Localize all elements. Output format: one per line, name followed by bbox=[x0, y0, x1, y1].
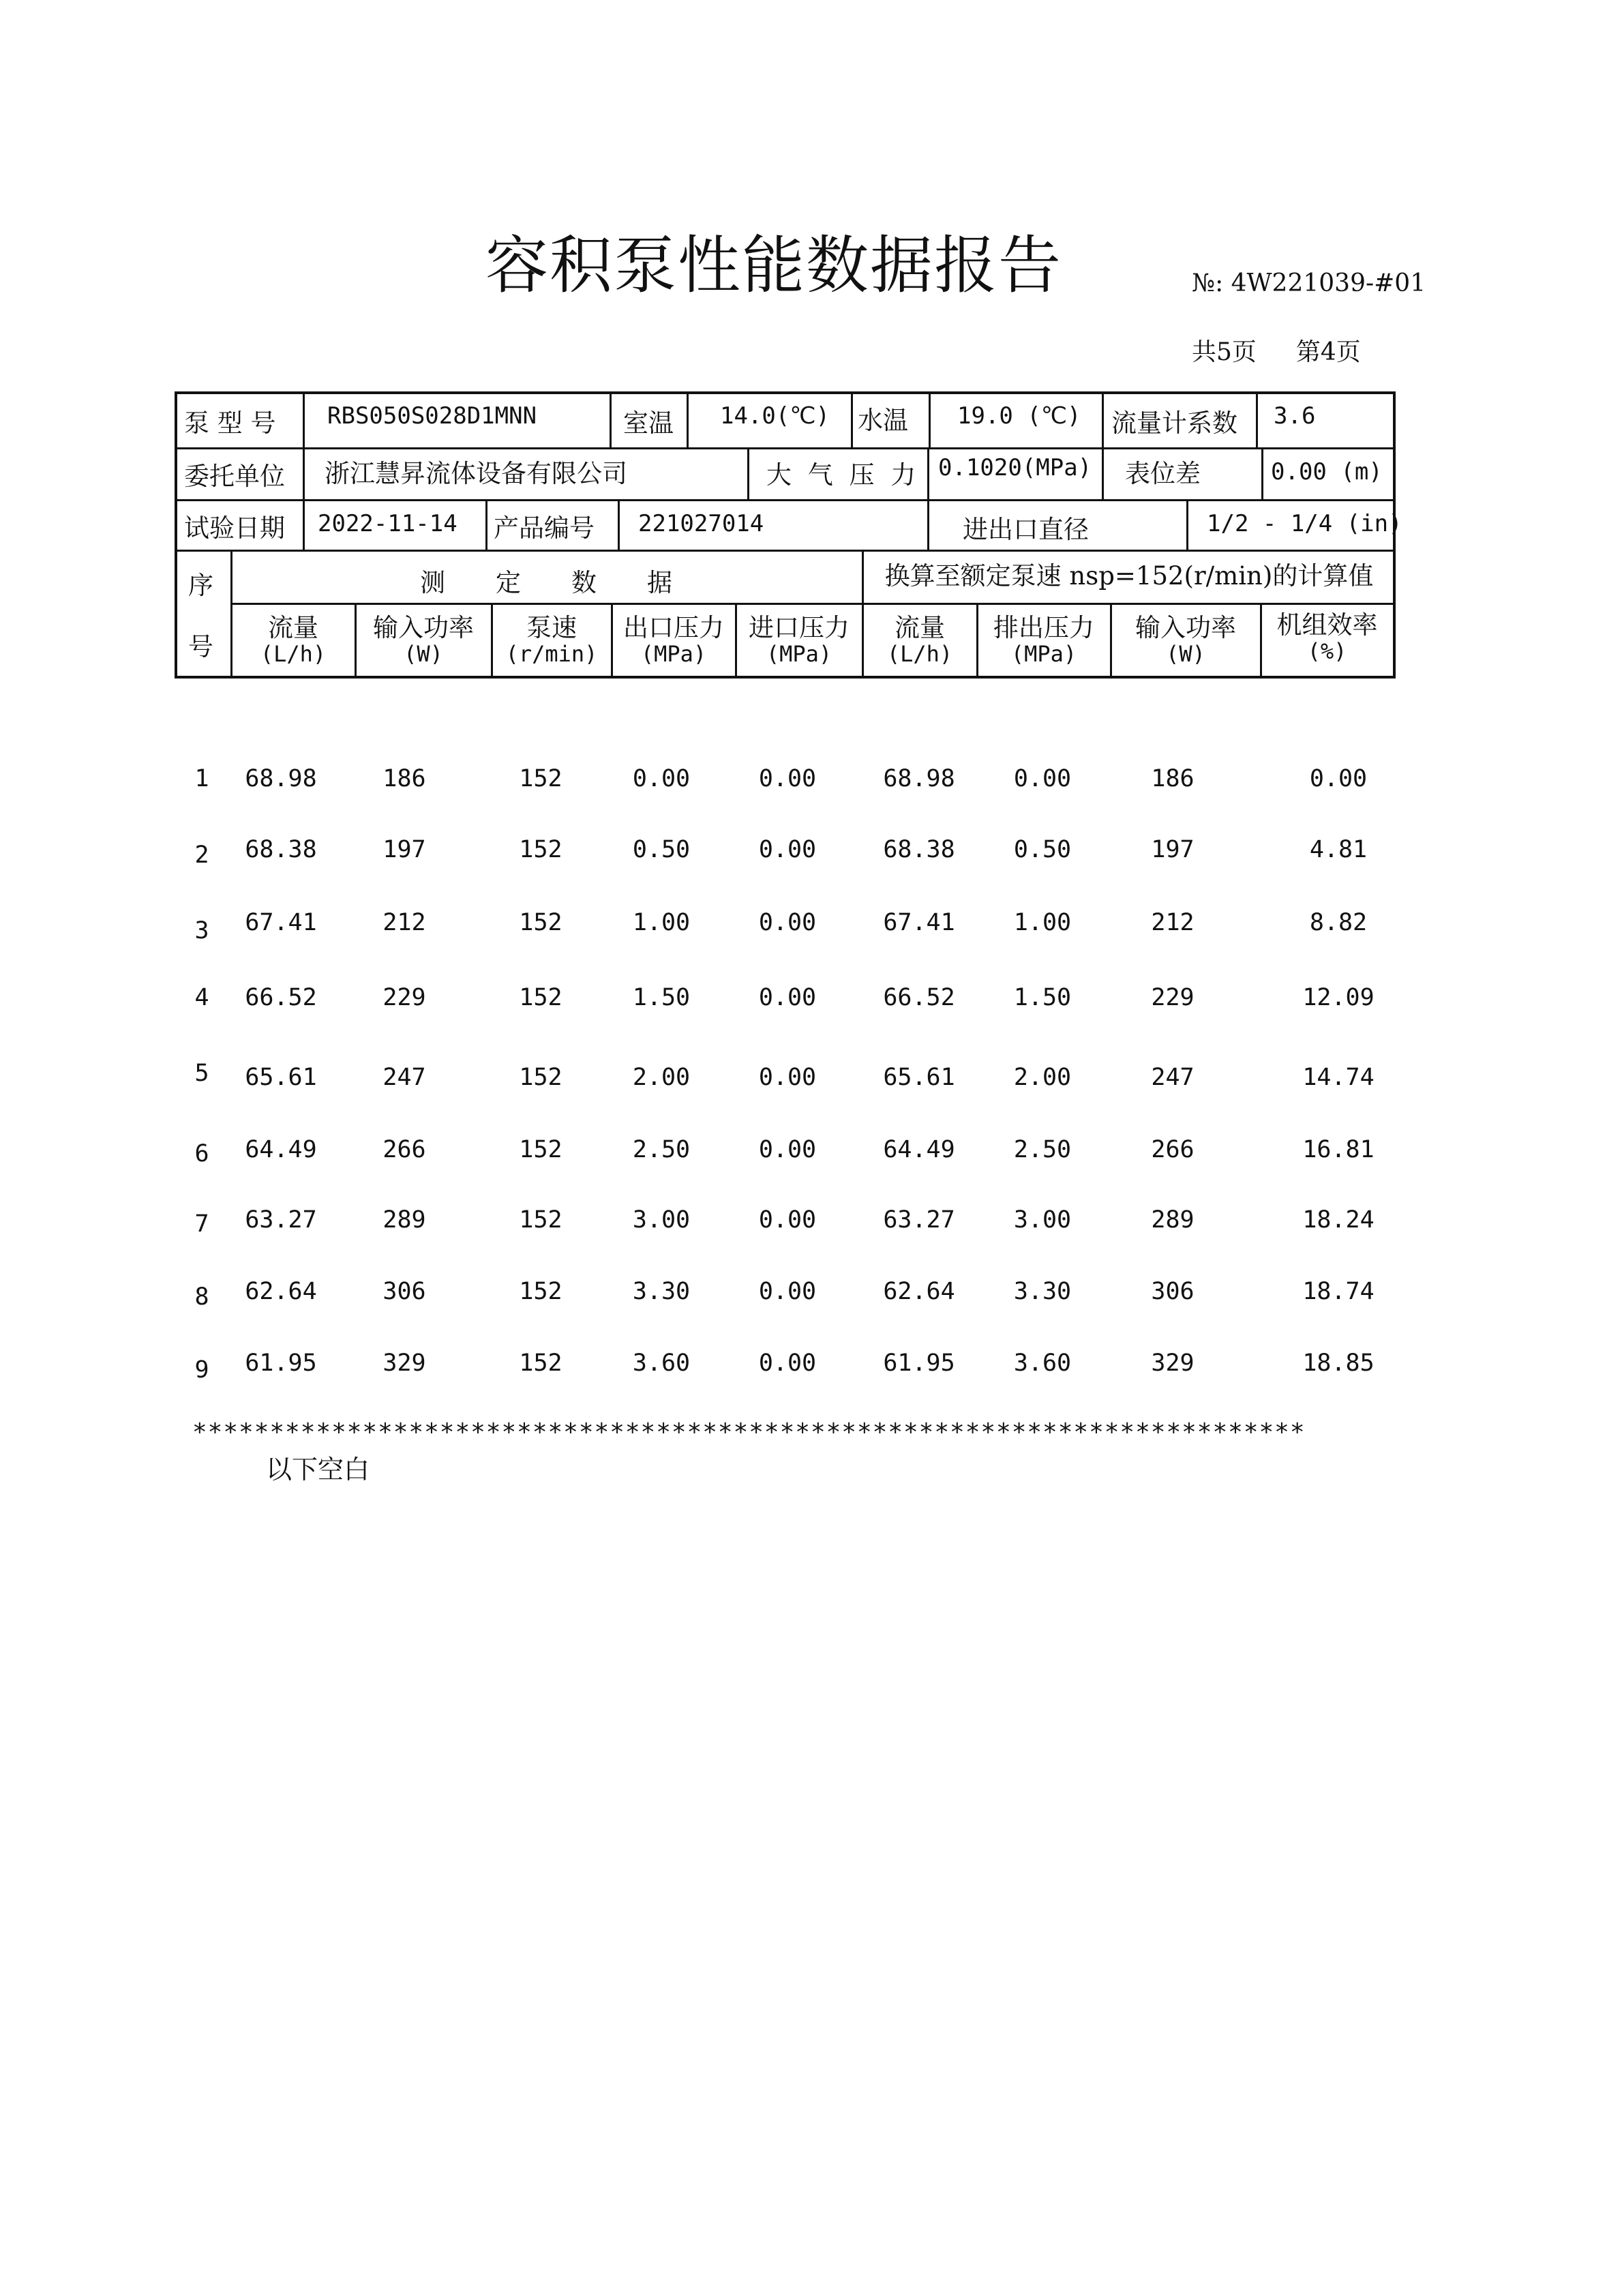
calc-power-col-header: 输入功率 bbox=[1135, 613, 1236, 642]
pump-model-label: 泵 型 号 bbox=[184, 408, 276, 438]
row-flow: 68.98 bbox=[245, 765, 317, 792]
row-inlet-pressure: 0.00 bbox=[758, 1064, 817, 1091]
row-divider bbox=[177, 550, 1393, 552]
table-row bbox=[0, 1136, 1622, 1170]
row-outlet-pressure: 3.00 bbox=[632, 1206, 691, 1234]
row-seq: 8 bbox=[194, 1283, 209, 1311]
product-no-label: 产品编号 bbox=[494, 513, 595, 543]
row-efficiency: 18.74 bbox=[1302, 1278, 1375, 1305]
info-table bbox=[175, 391, 1402, 679]
room-temp-value: 14.0(℃) bbox=[720, 402, 830, 430]
col-divider bbox=[610, 394, 612, 447]
row-efficiency: 0.00 bbox=[1309, 765, 1368, 792]
outlet-pressure-col-header: 出口压力 bbox=[623, 613, 724, 642]
seq-header-top: 序 bbox=[188, 571, 213, 600]
row-calc-power: 247 bbox=[1151, 1064, 1195, 1091]
col-divider bbox=[851, 394, 853, 447]
row-outlet-pressure: 1.00 bbox=[632, 909, 691, 936]
gauge-diff-label: 表位差 bbox=[1125, 459, 1201, 488]
row-seq: 5 bbox=[194, 1060, 209, 1087]
row-speed: 152 bbox=[519, 1064, 562, 1091]
water-temp-label: 水温 bbox=[858, 406, 908, 435]
row-efficiency: 14.74 bbox=[1302, 1064, 1375, 1091]
row-discharge-pressure: 0.00 bbox=[1013, 765, 1072, 792]
row-calc-flow: 62.64 bbox=[883, 1278, 955, 1305]
row-seq: 4 bbox=[194, 984, 209, 1011]
row-speed: 152 bbox=[519, 984, 562, 1011]
product-no-value: 221027014 bbox=[638, 510, 764, 537]
row-power: 266 bbox=[382, 1136, 426, 1163]
row-seq: 2 bbox=[194, 841, 209, 869]
row-seq: 1 bbox=[194, 765, 209, 792]
flow-col-unit: (L/h) bbox=[260, 641, 327, 667]
client-value: 浙江慧昇流体设备有限公司 bbox=[325, 459, 627, 488]
row-seq: 3 bbox=[194, 917, 209, 944]
row-speed: 152 bbox=[519, 909, 562, 936]
row-calc-flow: 68.38 bbox=[883, 836, 955, 863]
row-seq: 9 bbox=[194, 1356, 209, 1384]
row-calc-power: 306 bbox=[1151, 1278, 1195, 1305]
col-divider bbox=[1186, 499, 1188, 550]
table-row bbox=[0, 1206, 1622, 1240]
power-col-unit: (W) bbox=[404, 641, 443, 667]
row-flow: 67.41 bbox=[245, 909, 317, 936]
room-temp-label: 室温 bbox=[623, 408, 674, 438]
table-row bbox=[0, 909, 1622, 943]
row-calc-power: 229 bbox=[1151, 984, 1195, 1011]
col-divider bbox=[303, 499, 305, 550]
flow-coef-value: 3.6 bbox=[1274, 402, 1316, 430]
client-label: 委托单位 bbox=[184, 462, 285, 491]
row-efficiency: 4.81 bbox=[1309, 836, 1368, 863]
document-number: №: 4W221039-#01 bbox=[1192, 269, 1426, 297]
row-outlet-pressure: 1.50 bbox=[632, 984, 691, 1011]
row-flow: 66.52 bbox=[245, 984, 317, 1011]
col-divider bbox=[1102, 394, 1104, 447]
end-marker: ************************************************************************ bbox=[192, 1418, 1306, 1446]
report-title: 容积泵性能数据报告 bbox=[485, 229, 1062, 302]
col-divider bbox=[927, 447, 929, 499]
discharge-pressure-col-header: 排出压力 bbox=[993, 613, 1094, 642]
row-discharge-pressure: 0.50 bbox=[1013, 836, 1072, 863]
row-flow: 64.49 bbox=[245, 1136, 317, 1163]
col-divider bbox=[303, 447, 305, 499]
table-row bbox=[0, 765, 1622, 799]
atm-pressure-value: 0.1020(MPa) bbox=[938, 454, 1092, 481]
end-note: 以下空白 bbox=[266, 1455, 370, 1485]
row-speed: 152 bbox=[519, 1136, 562, 1163]
converted-data-header: 换算至额定泵速 nsp=152(r/min)的计算值 bbox=[884, 561, 1374, 591]
row-outlet-pressure: 2.00 bbox=[632, 1064, 691, 1091]
col-divider bbox=[303, 394, 305, 447]
page-indicator bbox=[1192, 333, 1361, 368]
row-flow: 65.61 bbox=[245, 1064, 317, 1091]
table-row bbox=[0, 984, 1622, 1018]
outlet-pressure-col-unit: (MPa) bbox=[640, 641, 707, 667]
atm-pressure-label: 大 气 压 力 bbox=[766, 460, 920, 490]
row-calc-power: 266 bbox=[1151, 1136, 1195, 1163]
row-speed: 152 bbox=[519, 765, 562, 792]
row-calc-power: 212 bbox=[1151, 909, 1195, 936]
row-divider bbox=[177, 447, 1393, 449]
row-outlet-pressure: 0.50 bbox=[632, 836, 691, 863]
discharge-pressure-col-unit: (MPa) bbox=[1010, 641, 1077, 667]
row-calc-flow: 64.49 bbox=[883, 1136, 955, 1163]
col-divider bbox=[747, 447, 749, 499]
row-divider bbox=[232, 603, 1393, 605]
row-inlet-pressure: 0.00 bbox=[758, 909, 817, 936]
efficiency-col-header: 机组效率 bbox=[1276, 610, 1378, 640]
row-inlet-pressure: 0.00 bbox=[758, 765, 817, 792]
row-calc-power: 197 bbox=[1151, 836, 1195, 863]
row-inlet-pressure: 0.00 bbox=[758, 1136, 817, 1163]
test-date-value: 2022-11-14 bbox=[318, 510, 457, 537]
row-discharge-pressure: 1.00 bbox=[1013, 909, 1072, 936]
col-divider bbox=[1102, 447, 1104, 499]
row-calc-flow: 67.41 bbox=[883, 909, 955, 936]
power-col-header: 输入功率 bbox=[373, 613, 474, 642]
row-efficiency: 18.85 bbox=[1302, 1350, 1375, 1377]
row-discharge-pressure: 3.60 bbox=[1013, 1350, 1072, 1377]
row-calc-flow: 65.61 bbox=[883, 1064, 955, 1091]
row-efficiency: 18.24 bbox=[1302, 1206, 1375, 1234]
table-row bbox=[0, 1350, 1622, 1384]
row-calc-power: 186 bbox=[1151, 765, 1195, 792]
row-efficiency: 16.81 bbox=[1302, 1136, 1375, 1163]
port-diameter-value: 1/2 - 1/4 (in) bbox=[1207, 510, 1402, 537]
col-divider bbox=[687, 394, 689, 447]
row-discharge-pressure: 2.50 bbox=[1013, 1136, 1072, 1163]
row-efficiency: 8.82 bbox=[1309, 909, 1368, 936]
row-power: 306 bbox=[382, 1278, 426, 1305]
speed-col-header: 泵速 bbox=[526, 613, 577, 642]
calc-flow-col-unit: (L/h) bbox=[886, 641, 953, 667]
row-speed: 152 bbox=[519, 1350, 562, 1377]
row-calc-flow: 63.27 bbox=[883, 1206, 955, 1234]
test-date-label: 试验日期 bbox=[184, 513, 285, 543]
row-calc-power: 289 bbox=[1151, 1206, 1195, 1234]
row-efficiency: 12.09 bbox=[1302, 984, 1375, 1011]
row-calc-flow: 66.52 bbox=[883, 984, 955, 1011]
flow-coef-label: 流量计系数 bbox=[1111, 408, 1237, 438]
row-divider bbox=[177, 499, 1393, 501]
col-divider bbox=[1261, 447, 1263, 499]
col-divider bbox=[1256, 394, 1258, 447]
row-calc-flow: 61.95 bbox=[883, 1350, 955, 1377]
row-inlet-pressure: 0.00 bbox=[758, 984, 817, 1011]
row-flow: 61.95 bbox=[245, 1350, 317, 1377]
row-outlet-pressure: 0.00 bbox=[632, 765, 691, 792]
water-temp-value: 19.0 (℃) bbox=[957, 402, 1081, 430]
row-calc-flow: 68.98 bbox=[883, 765, 955, 792]
port-diameter-label: 进出口直径 bbox=[963, 515, 1089, 544]
row-inlet-pressure: 0.00 bbox=[758, 1278, 817, 1305]
row-inlet-pressure: 0.00 bbox=[758, 1206, 817, 1234]
inlet-pressure-col-header: 进口压力 bbox=[749, 613, 850, 642]
row-outlet-pressure: 2.50 bbox=[632, 1136, 691, 1163]
page-total: 共5页 bbox=[1192, 338, 1257, 366]
seq-header-bottom: 号 bbox=[188, 632, 213, 661]
row-inlet-pressure: 0.00 bbox=[758, 1350, 817, 1377]
row-discharge-pressure: 3.30 bbox=[1013, 1278, 1072, 1305]
col-divider bbox=[929, 394, 931, 447]
row-flow: 68.38 bbox=[245, 836, 317, 863]
row-calc-power: 329 bbox=[1151, 1350, 1195, 1377]
col-divider bbox=[618, 499, 620, 550]
row-power: 229 bbox=[382, 984, 426, 1011]
flow-col-header: 流量 bbox=[268, 613, 318, 642]
row-power: 197 bbox=[382, 836, 426, 863]
speed-col-unit: (r/min) bbox=[505, 641, 598, 667]
row-power: 247 bbox=[382, 1064, 426, 1091]
col-divider bbox=[485, 499, 487, 550]
gauge-diff-value: 0.00 (m) bbox=[1271, 458, 1383, 486]
row-discharge-pressure: 3.00 bbox=[1013, 1206, 1072, 1234]
row-discharge-pressure: 2.00 bbox=[1013, 1064, 1072, 1091]
row-inlet-pressure: 0.00 bbox=[758, 836, 817, 863]
calc-power-col-unit: (W) bbox=[1166, 641, 1205, 667]
row-discharge-pressure: 1.50 bbox=[1013, 984, 1072, 1011]
row-flow: 63.27 bbox=[245, 1206, 317, 1234]
row-power: 329 bbox=[382, 1350, 426, 1377]
row-seq: 6 bbox=[194, 1140, 209, 1167]
table-row bbox=[0, 1060, 1622, 1098]
efficiency-col-unit: (%) bbox=[1307, 638, 1347, 664]
calc-flow-col-header: 流量 bbox=[895, 613, 945, 642]
row-speed: 152 bbox=[519, 1206, 562, 1234]
row-seq: 7 bbox=[194, 1210, 209, 1238]
page-current: 第4页 bbox=[1295, 338, 1361, 366]
row-outlet-pressure: 3.30 bbox=[632, 1278, 691, 1305]
row-power: 212 bbox=[382, 909, 426, 936]
table-row bbox=[0, 836, 1622, 870]
col-divider bbox=[927, 499, 929, 550]
pump-model-value: RBS050S028D1MNN bbox=[327, 402, 537, 430]
row-flow: 62.64 bbox=[245, 1278, 317, 1305]
row-speed: 152 bbox=[519, 836, 562, 863]
inlet-pressure-col-unit: (MPa) bbox=[766, 641, 832, 667]
measured-data-header: 测 定 数 据 bbox=[420, 568, 672, 597]
row-outlet-pressure: 3.60 bbox=[632, 1350, 691, 1377]
row-power: 289 bbox=[382, 1206, 426, 1234]
row-speed: 152 bbox=[519, 1278, 562, 1305]
row-power: 186 bbox=[382, 765, 426, 792]
table-row bbox=[0, 1278, 1622, 1312]
